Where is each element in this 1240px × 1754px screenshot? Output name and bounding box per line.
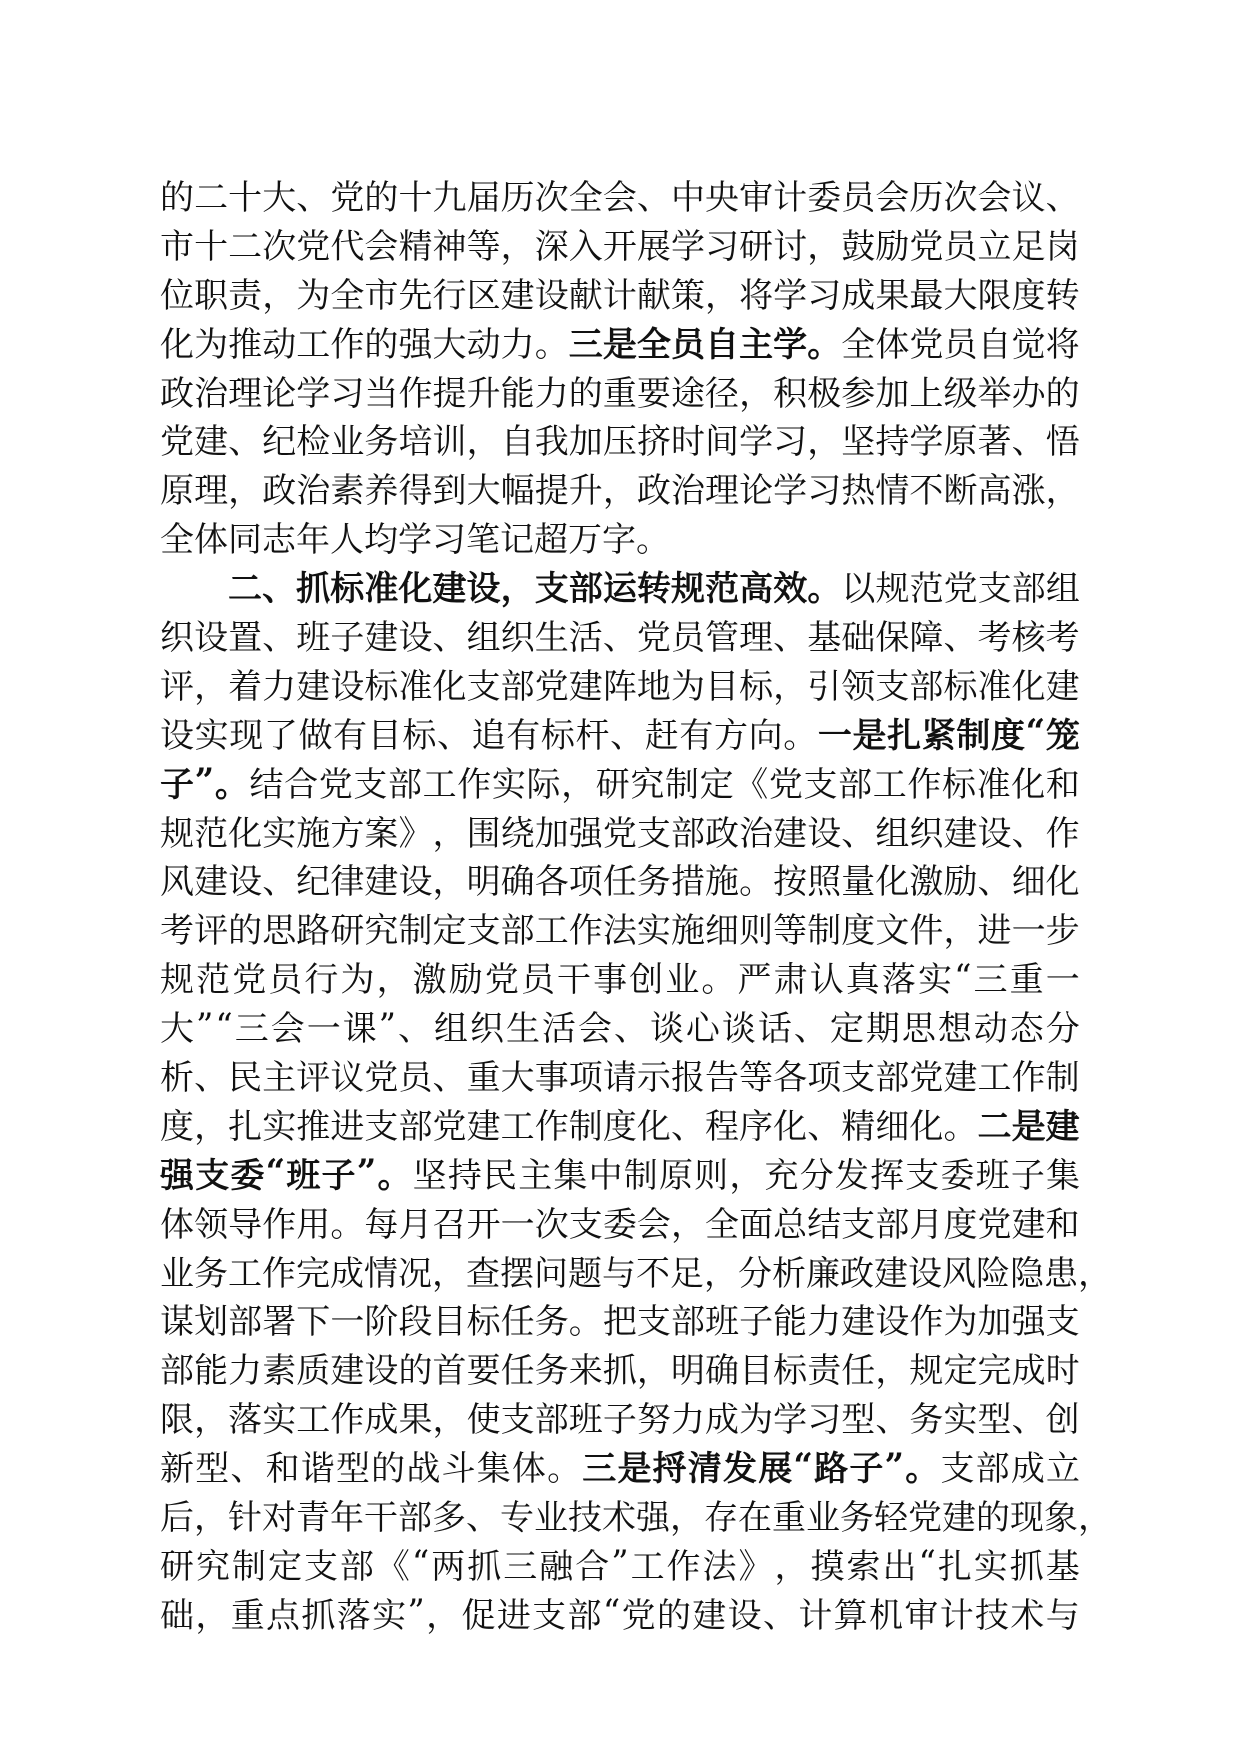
text-line: 强 支 委 “ 班 子 ” 。 坚 持 民 主 集 中 制 原 则 ， 充 分 发 挥 支 委 班 子 集 xyxy=(160,1152,1080,1196)
text-line: 市 十 二 次 党 代 会 精 神 等 ， 深 入 开 展 学 习 研 讨 ， 鼓 励 党 员 立 足 岗 xyxy=(160,226,1080,267)
text-line: 子 ” 。 结 合 党 支 部 工 作 实 际 ， 研 究 制 定 《 党 支 部 工 作 标 准 化 和 xyxy=(160,761,1080,805)
text-line: 析 、 民 主 评 议 党 员 、 重 大 事 项 请 示 报 告 等 各 项 支 部 党 建 工 作 制 xyxy=(160,1057,1080,1098)
text-line: 设 实 现 了 做 有 目 标 、 追 有 标 杆 、 赶 有 方 向 。 一 是 扎 紧 制 度 “ 笼 xyxy=(160,712,1080,756)
text-line: 的 二 十 大 、 党 的 十 九 届 历 次 全 会 、 中 央 审 计 委 员 会 历 次 会 议 、 xyxy=(160,177,1080,218)
text-line: 评 ， 着 力 建 设 标 准 化 支 部 党 建 阵 地 为 目 标 ， 引 领 支 部 标 准 化 建 xyxy=(160,666,1080,707)
text-line: 限 ， 落 实 工 作 成 果 ， 使 支 部 班 子 努 力 成 为 学 习 型 、 务 实 型 、 创 xyxy=(160,1400,1080,1441)
text-line: 大 ” “ 三 会 一 课 ” 、 组 织 生 活 会 、 谈 心 谈 话 、 定 期 思 想 动 态 分 xyxy=(160,1005,1080,1050)
text-line: 规 范 党 员 行 为 ， 激 励 党 员 干 事 创 业 。 严 肃 认 真 落 实 “ 三 重 一 xyxy=(160,956,1080,1001)
text-line: 政 治 理 论 学 习 当 作 提 升 能 力 的 重 要 途 径 ， 积 极 参 加 上 级 举 办 的 xyxy=(160,373,1080,414)
text-line: 础 ， 重 点 抓 落 实 ” ， 促 进 支 部 “ 党 的 建 设 、 计 算 机 审 计 技 术 与 xyxy=(160,1592,1080,1636)
text-line: 体 领 导 作 用 。 每 月 召 开 一 次 支 委 会 ， 全 面 总 结 支 部 月 度 党 建 和 xyxy=(160,1204,1080,1245)
text-line: 考 评 的 思 路 研 究 制 定 支 部 工 作 法 实 施 细 则 等 制 度 文 件 ， 进 一 步 xyxy=(160,911,1080,952)
text-line: 规 范 化 实 施 方 案 》 ， 围 绕 加 强 党 支 部 政 治 建 设 、 组 织 建 设 、 作 xyxy=(160,813,1080,854)
text-line: 研 究 制 定 支 部 《 “ 两 抓 三 融 合 ” 工 作 法 》 ， 摸 索 出 “ 扎 实 抓 基 xyxy=(160,1543,1080,1587)
text-line: 度 ， 扎 实 推 进 支 部 党 建 工 作 制 度 化 、 程 序 化 、 精 细 化 。 二 是 建 xyxy=(160,1106,1080,1147)
text-line: 后 ， 针 对 青 年 干 部 多 、 专 业 技 术 强 ， 存 在 重 业 务 轻 党 建 的 现 象 ， xyxy=(160,1498,1112,1538)
body-text xyxy=(160,170,1112,1637)
text-line: 位 职 责 ， 为 全 市 先 行 区 建 设 献 计 献 策 ， 将 学 习 成 果 最 大 限 度 转 xyxy=(160,275,1080,316)
text-line: 全 体 同 志 年 人 均 学 习 笔 记 超 万 字 。 xyxy=(160,520,670,561)
text-line: 部 能 力 素 质 建 设 的 首 要 任 务 来 抓 ， 明 确 目 标 责 任 ， 规 定 完 成 时 xyxy=(160,1351,1080,1392)
text-line: 新 型 、 和 谐 型 的 战 斗 集 体 。 三 是 捋 清 发 展 “ 路 子 ” 。 支 部 成 立 xyxy=(160,1445,1080,1490)
text-line: 化 为 推 动 工 作 的 强 大 动 力 。 三 是 全 员 自 主 学 。 全 体 党 员 自 觉 将 xyxy=(160,324,1080,365)
text-line: 业 务 工 作 完 成 情 况 ， 查 摆 问 题 与 不 足 ， 分 析 廉 政 建 设 风 险 隐 患 ， xyxy=(160,1253,1112,1294)
text-line: 风 建 设 、 纪 律 建 设 ， 明 确 各 项 任 务 措 施 。 按 照 量 化 激 励 、 细 化 xyxy=(160,862,1080,903)
text-line: 党 建 、 纪 检 业 务 培 训 ， 自 我 加 压 挤 时 间 学 习 ， 坚 持 学 原 著 、 悟 xyxy=(160,422,1080,463)
text-line: 二 、 抓 标 准 化 建 设 ， 支 部 运 转 规 范 高 效 。 以 规 范 党 支 部 组 xyxy=(228,569,1080,610)
text-line: 原 理 ， 政 治 素 养 得 到 大 幅 提 升 ， 政 治 理 论 学 习 热 情 不 断 高 涨 ， xyxy=(160,471,1080,512)
text-line: 谋 划 部 署 下 一 阶 段 目 标 任 务 。 把 支 部 班 子 能 力 建 设 作 为 加 强 支 xyxy=(160,1302,1080,1343)
text-line: 织 设 置 、 班 子 建 设 、 组 织 生 活 、 党 员 管 理 、 基 础 保 障 、 考 核 考 xyxy=(160,617,1080,658)
